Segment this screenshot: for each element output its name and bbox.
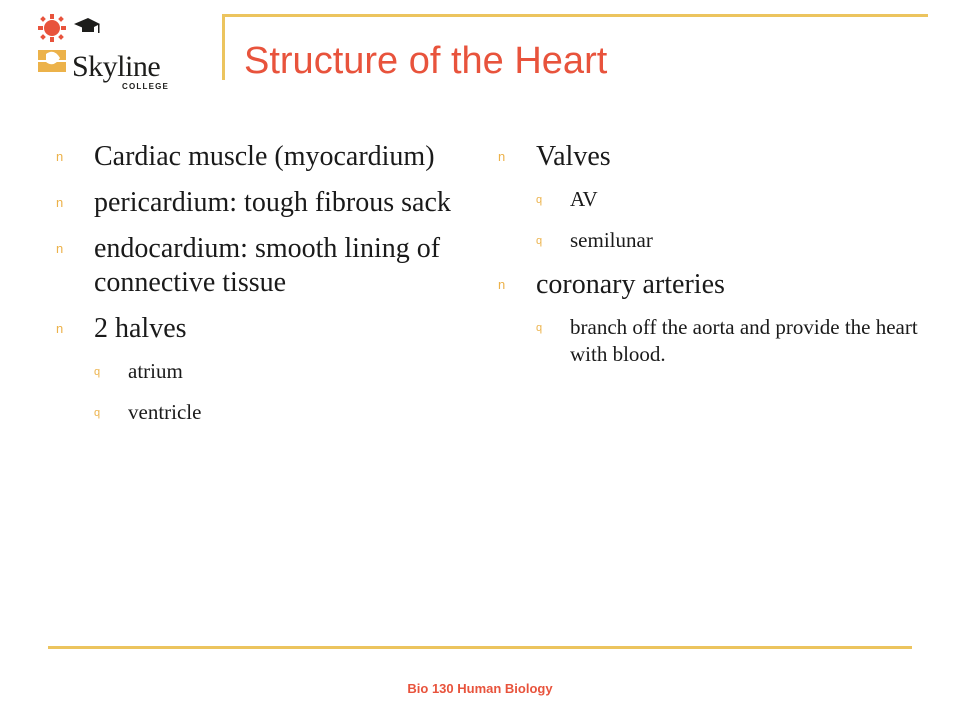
sub-bullet-text: AV bbox=[570, 187, 598, 211]
bullet-text: 2 halves bbox=[94, 313, 187, 344]
bullet-marker: n bbox=[56, 195, 64, 210]
bullet-item bbox=[498, 140, 918, 174]
footer-divider bbox=[48, 646, 912, 649]
right-column bbox=[498, 140, 918, 382]
sub-bullet-text: ventricle bbox=[128, 400, 202, 424]
left-column bbox=[56, 140, 476, 440]
sub-bullet-text: semilunar bbox=[570, 228, 653, 252]
bullet-item bbox=[56, 232, 476, 300]
bullet-item bbox=[498, 268, 918, 302]
bullet-text: coronary arteries bbox=[536, 269, 725, 300]
bullet-marker: n bbox=[56, 149, 64, 164]
sub-bullet-text: branch off the aorta and provide the heart with blood. bbox=[570, 315, 918, 366]
sub-bullet-marker: q bbox=[94, 366, 101, 378]
footer-text: Bio 130 Human Biology bbox=[407, 681, 553, 696]
sub-bullet-marker: q bbox=[94, 407, 101, 419]
logo-subtitle: COLLEGE bbox=[122, 82, 170, 91]
bullet-item bbox=[56, 186, 476, 220]
bullet-item bbox=[56, 140, 476, 174]
bullet-text: Valves bbox=[536, 141, 611, 172]
logo-wordmark: Skyline bbox=[72, 50, 161, 83]
sub-bullet-item bbox=[56, 358, 476, 385]
skyline-college-logo bbox=[36, 14, 186, 94]
sub-bullet-item bbox=[498, 314, 918, 368]
sub-bullet-marker: q bbox=[536, 322, 543, 334]
bullet-text: Cardiac muscle (myocardium) bbox=[94, 141, 435, 172]
sub-bullet-text: atrium bbox=[128, 359, 183, 383]
sub-bullet-item bbox=[498, 186, 918, 213]
bullet-item bbox=[56, 312, 476, 346]
sub-bullet-item bbox=[498, 227, 918, 254]
bullet-marker: n bbox=[56, 241, 64, 256]
sub-bullet-marker: q bbox=[536, 235, 543, 247]
bullet-marker: n bbox=[56, 321, 64, 336]
bullet-marker: n bbox=[498, 149, 506, 164]
sub-bullet-marker: q bbox=[536, 194, 543, 206]
bullet-text: endocardium: smooth lining of connective tissue bbox=[94, 233, 441, 298]
bullet-text: pericardium: tough fibrous sack bbox=[94, 187, 451, 218]
slide-title: Structure of the Heart bbox=[244, 40, 608, 82]
sub-bullet-item bbox=[56, 399, 476, 426]
bullet-marker: n bbox=[498, 277, 506, 292]
